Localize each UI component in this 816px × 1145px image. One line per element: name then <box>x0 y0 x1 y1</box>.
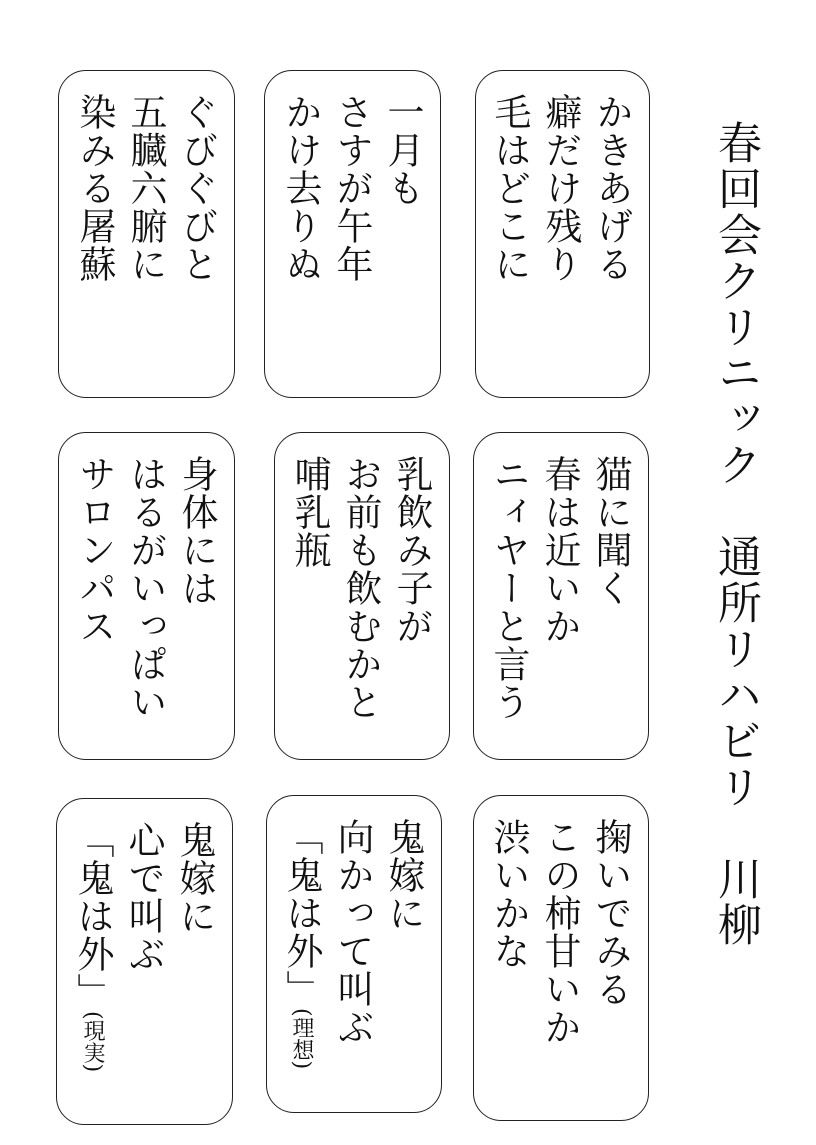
poem-line: 猫に聞く <box>589 455 632 607</box>
poem-line: 心で叫ぶ <box>122 821 165 973</box>
poem-line: 癖だけ残り <box>539 93 582 283</box>
poem-line: かきあげる <box>590 93 633 283</box>
poem-line <box>276 818 327 1069</box>
poem-line: 乳飲み子が <box>390 455 433 645</box>
poem-line: さすが午年 <box>330 93 373 283</box>
poem-line-text: 「鬼は外」 <box>71 821 114 1011</box>
poem-line: 哺乳瓶 <box>288 455 331 569</box>
poem-text <box>284 455 437 721</box>
poem-line: 渋いかな <box>487 818 530 970</box>
poem-text <box>69 455 222 721</box>
poem-card-2 <box>264 70 441 398</box>
poem-line: 五臓六腑に <box>124 93 167 283</box>
poem-text <box>69 93 222 283</box>
poem-line: ぐびぐびと <box>175 93 218 283</box>
poem-card-5 <box>274 432 450 760</box>
poem-card-1 <box>475 70 650 398</box>
poem-text <box>67 821 220 1072</box>
poem-line: はるがいっぱい <box>124 455 167 721</box>
poem-line: この柿甘いか <box>538 818 581 1046</box>
poem-line: 春は近いか <box>538 455 581 645</box>
poem-line: 毛はどこに <box>488 93 531 283</box>
poem-line-text: 「鬼は外」 <box>280 818 323 1008</box>
poem-card-9 <box>56 798 233 1125</box>
poem-line: 身体には <box>175 455 218 607</box>
poem-note: (理想) <box>289 1008 314 1070</box>
poem-line: 一月も <box>381 93 424 207</box>
poem-card-7 <box>473 795 649 1121</box>
poem-text <box>483 455 636 721</box>
poem-text <box>483 818 636 1046</box>
poem-line: 鬼嫁に <box>173 821 216 935</box>
poem-line: 向かって叫ぶ <box>331 818 374 1046</box>
poem-card-3 <box>58 70 235 398</box>
poem-line: 掬いでみる <box>589 818 632 1008</box>
poem-card-4 <box>473 432 649 760</box>
poem-line: 染みる屠蘇 <box>73 93 116 283</box>
page-title: 春回会クリニック 通所リハビリ 川柳 <box>710 120 761 948</box>
poem-text <box>275 93 428 283</box>
poem-card-8 <box>266 795 442 1113</box>
poem-note: (現実) <box>80 1011 105 1073</box>
poem-line: サロンパス <box>73 455 116 645</box>
poem-line <box>67 821 118 1072</box>
poem-line: ニィヤーと言う <box>487 455 530 721</box>
poem-text <box>484 93 637 283</box>
poem-line: 鬼嫁に <box>382 818 425 932</box>
poem-text <box>276 818 429 1069</box>
poem-line: お前も飲むかと <box>339 455 382 721</box>
poem-line: かけ去りぬ <box>279 93 322 283</box>
poem-card-6 <box>58 432 235 760</box>
